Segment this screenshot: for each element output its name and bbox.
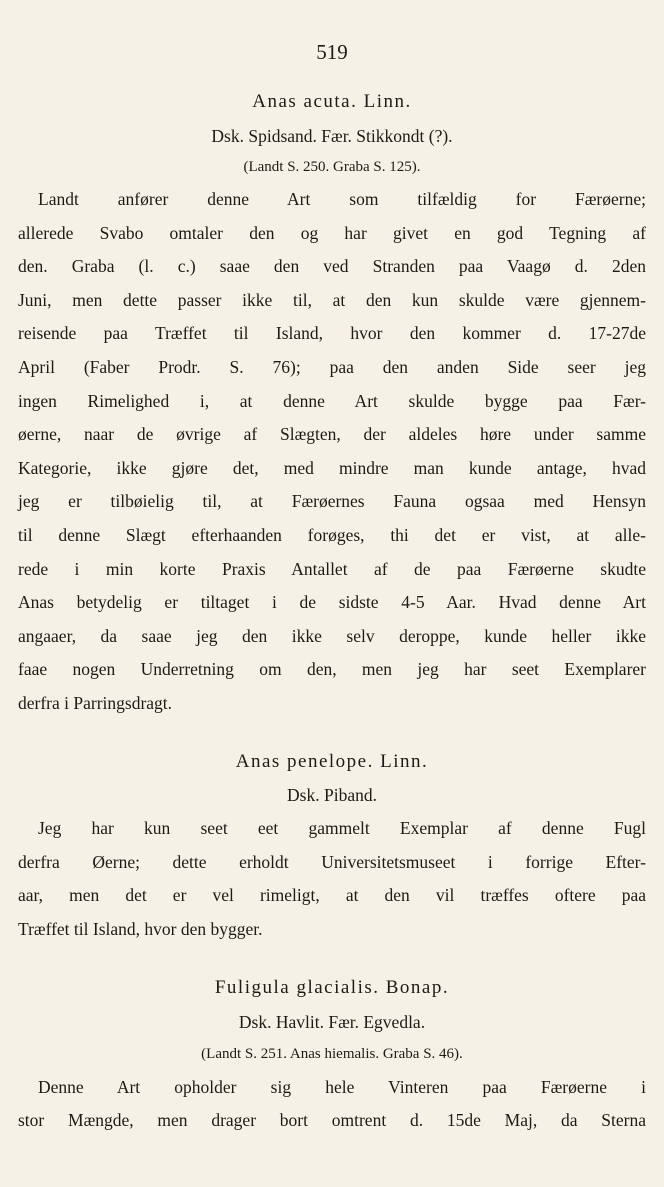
text-line: øerne, naar de øvrige af Slægten, der aldeles høre under samme	[18, 424, 646, 444]
text-line: allerede Svabo omtaler den og har givet en god Tegning af	[18, 223, 646, 243]
common-names-line: Dsk. Havlit. Fær. Egvedla.	[238, 1012, 426, 1032]
reference-line: (Landt S. 250. Graba S. 125).	[243, 159, 421, 175]
text-line: til denne Slægt efterhaanden forøges, thi det er vist, at alle-	[18, 525, 646, 545]
text-line: jeg er tilbøielig til, at Færøernes Fauna ogsaa med Hensyn	[18, 491, 646, 511]
text-line: angaaer, da saae jeg den ikke selv deroppe, kunde heller ikke	[18, 626, 646, 646]
text-line: Juni, men dette passer ikke til, at den kun skulde være gjennem-	[18, 290, 646, 310]
text-line: faae nogen Underretning om den, men jeg har seet Exemplarer	[18, 659, 646, 679]
text-line: stor Mængde, men drager bort omtrent d. 15de Maj, da Sterna	[18, 1110, 646, 1130]
text-line: Træffet til Island, hvor den bygger.	[18, 919, 263, 939]
text-line: Anas betydelig er tiltaget i de sidste 4-5 Aar. Hvad denne Art	[18, 592, 646, 612]
common-names-line: Dsk. Spidsand. Fær. Stikkondt (?).	[211, 126, 453, 146]
species-heading: Anas acuta. Linn.	[252, 91, 412, 112]
species-heading: Fuligula glacialis. Bonap.	[214, 977, 450, 998]
species-heading: Anas penelope. Linn.	[235, 751, 429, 772]
page-number: 519	[316, 40, 348, 64]
text-line: Kategorie, ikke gjøre det, med mindre man kunde antage, hvad	[18, 458, 646, 478]
text-line: reisende paa Træffet til Island, hvor den kommer d. 17-27de	[18, 323, 646, 343]
text-line: aar, men det er vel rimeligt, at den vil træffes oftere paa	[18, 885, 646, 905]
text-line: Denne Art opholder sig hele Vinteren paa Færøerne i	[38, 1077, 646, 1097]
text-line: derfra Øerne; dette erholdt Universitetsmuseet i forrige Efter-	[18, 852, 646, 872]
text-line: derfra i Parringsdragt.	[18, 693, 173, 713]
text-line: den. Graba (l. c.) saae den ved Stranden paa Vaagø d. 2den	[18, 256, 646, 276]
text-line: ingen Rimelighed i, at denne Art skulde bygge paa Fær-	[18, 391, 646, 411]
text-line: Landt anfører denne Art som tilfældig for Færøerne;	[38, 189, 646, 209]
text-line: April (Faber Prodr. S. 76); paa den anden Side seer jeg	[18, 357, 646, 377]
text-line: rede i min korte Praxis Antallet af de paa Færøerne skudte	[18, 559, 646, 579]
common-names-line: Dsk. Piband.	[287, 785, 377, 805]
reference-line: (Landt S. 251. Anas hiemalis. Graba S. 46).	[201, 1046, 463, 1062]
text-line: Jeg har kun seet eet gammelt Exemplar af denne Fugl	[38, 818, 646, 838]
